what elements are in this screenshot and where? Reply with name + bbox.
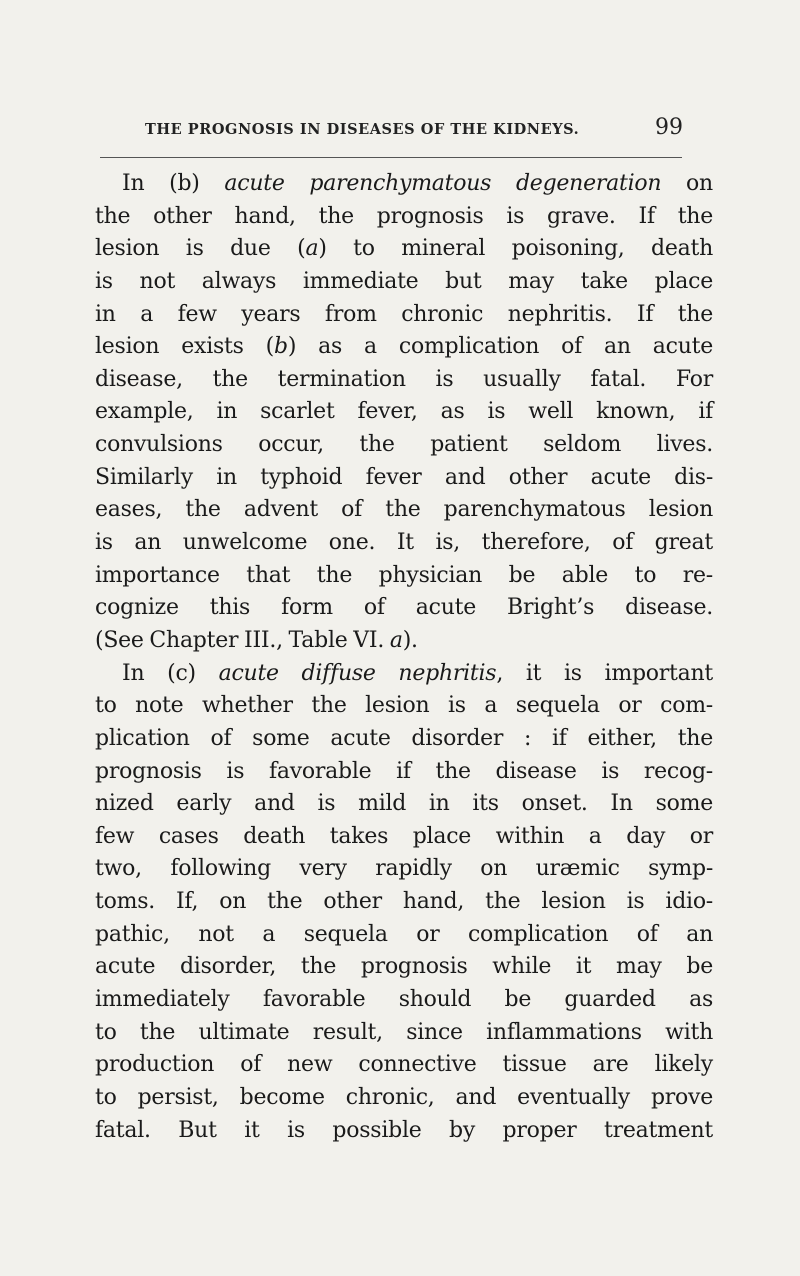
text-line (95, 1049, 713, 1082)
text-segment: acute disorder, the prognosis while it may be (95, 954, 713, 980)
text-line (95, 527, 713, 560)
text-segment: convulsions occur, the patient seldom lives. (95, 432, 713, 458)
text-line (95, 690, 713, 723)
text-line (95, 266, 713, 299)
text-line (95, 1082, 713, 1115)
text-segment: lesion is due ( (95, 236, 306, 262)
text-line (95, 756, 713, 789)
text-line (95, 299, 713, 332)
text-line (95, 1115, 713, 1148)
text-line (95, 723, 713, 756)
text-segment: (See Chapter III., Table VI. (95, 627, 390, 653)
text-segment: eases, the advent of the parenchymatous lesion (95, 497, 713, 523)
text-line (95, 658, 713, 691)
text-line (95, 592, 713, 625)
text-segment: in a few years from chronic nephritis. If the (95, 301, 713, 327)
text-segment: In (b) (122, 171, 225, 196)
text-line (95, 625, 713, 658)
running-head (0, 117, 800, 147)
text-line (95, 821, 713, 854)
text-segment: few cases death takes place within a day or (95, 823, 713, 849)
text-segment: two, following very rapidly on uræmic symp- (95, 856, 713, 882)
text-segment: ) to mineral poisoning, death (318, 236, 713, 262)
text-line (95, 168, 713, 201)
text-segment: In (c) (122, 660, 219, 686)
italic-text: acute parenchymatous degeneration (224, 171, 662, 196)
italic-text: a (389, 627, 403, 653)
text-line (95, 364, 713, 397)
text-segment: pathic, not a sequela or complication of an (95, 921, 713, 947)
text-segment: is an unwelcome one. It is, therefore, of great (95, 530, 713, 556)
text-segment: lesion exists ( (95, 334, 274, 360)
text-segment: toms. If, on the other hand, the lesion is idio- (95, 889, 713, 915)
page-number: 99 (655, 115, 683, 140)
text-segment: is not always immediate but may take place (95, 268, 713, 294)
text-segment: to the ultimate result, since inflammations with (95, 1019, 713, 1045)
body-text (95, 168, 713, 1147)
text-segment: example, in scarlet fever, as is well known, if (95, 399, 713, 425)
text-segment: ). (402, 627, 418, 653)
text-segment: cognize this form of acute Bright’s disease. (95, 595, 713, 621)
text-line (95, 788, 713, 821)
text-segment: ) as a complication of an acute (287, 334, 714, 360)
text-segment: , it is important (496, 660, 714, 686)
text-segment: to note whether the lesion is a sequela or com- (95, 693, 713, 719)
text-line (95, 429, 713, 462)
text-line (95, 560, 713, 593)
text-line (95, 462, 713, 495)
text-segment: plication of some acute disorder : if either, the (95, 725, 713, 751)
text-segment: nized early and is mild in its onset. In some (95, 791, 713, 817)
text-line (95, 886, 713, 919)
text-segment: disease, the termination is usually fatal. For (95, 366, 713, 392)
italic-text: b (273, 334, 288, 360)
text-line (95, 233, 713, 266)
text-segment: importance that the physician be able to re- (95, 562, 713, 588)
header-rule (100, 157, 682, 158)
text-segment: the other hand, the prognosis is grave. If the (95, 203, 713, 229)
text-segment: Similarly in typhoid fever and other acute dis- (95, 464, 713, 490)
text-line (95, 1017, 713, 1050)
text-line (95, 331, 713, 364)
text-line (95, 919, 713, 952)
italic-text: a (305, 236, 319, 262)
text-line (95, 494, 713, 527)
text-segment: fatal. But it is possible by proper treatment (95, 1117, 713, 1143)
text-line (95, 984, 713, 1017)
text-segment: prognosis is favorable if the disease is recog- (95, 758, 713, 784)
text-segment: immediately favorable should be guarded as (95, 987, 713, 1013)
text-line (95, 396, 713, 429)
running-title: THE PROGNOSIS IN DISEASES OF THE KIDNEYS. (145, 121, 580, 138)
text-line (95, 951, 713, 984)
text-line (95, 853, 713, 886)
text-segment: to persist, become chronic, and eventually prove (95, 1084, 713, 1110)
italic-text: acute diffuse nephritis (218, 660, 497, 686)
text-segment: production of new connective tissue are likely (95, 1052, 713, 1078)
text-segment: on (661, 171, 713, 196)
text-line (95, 201, 713, 234)
